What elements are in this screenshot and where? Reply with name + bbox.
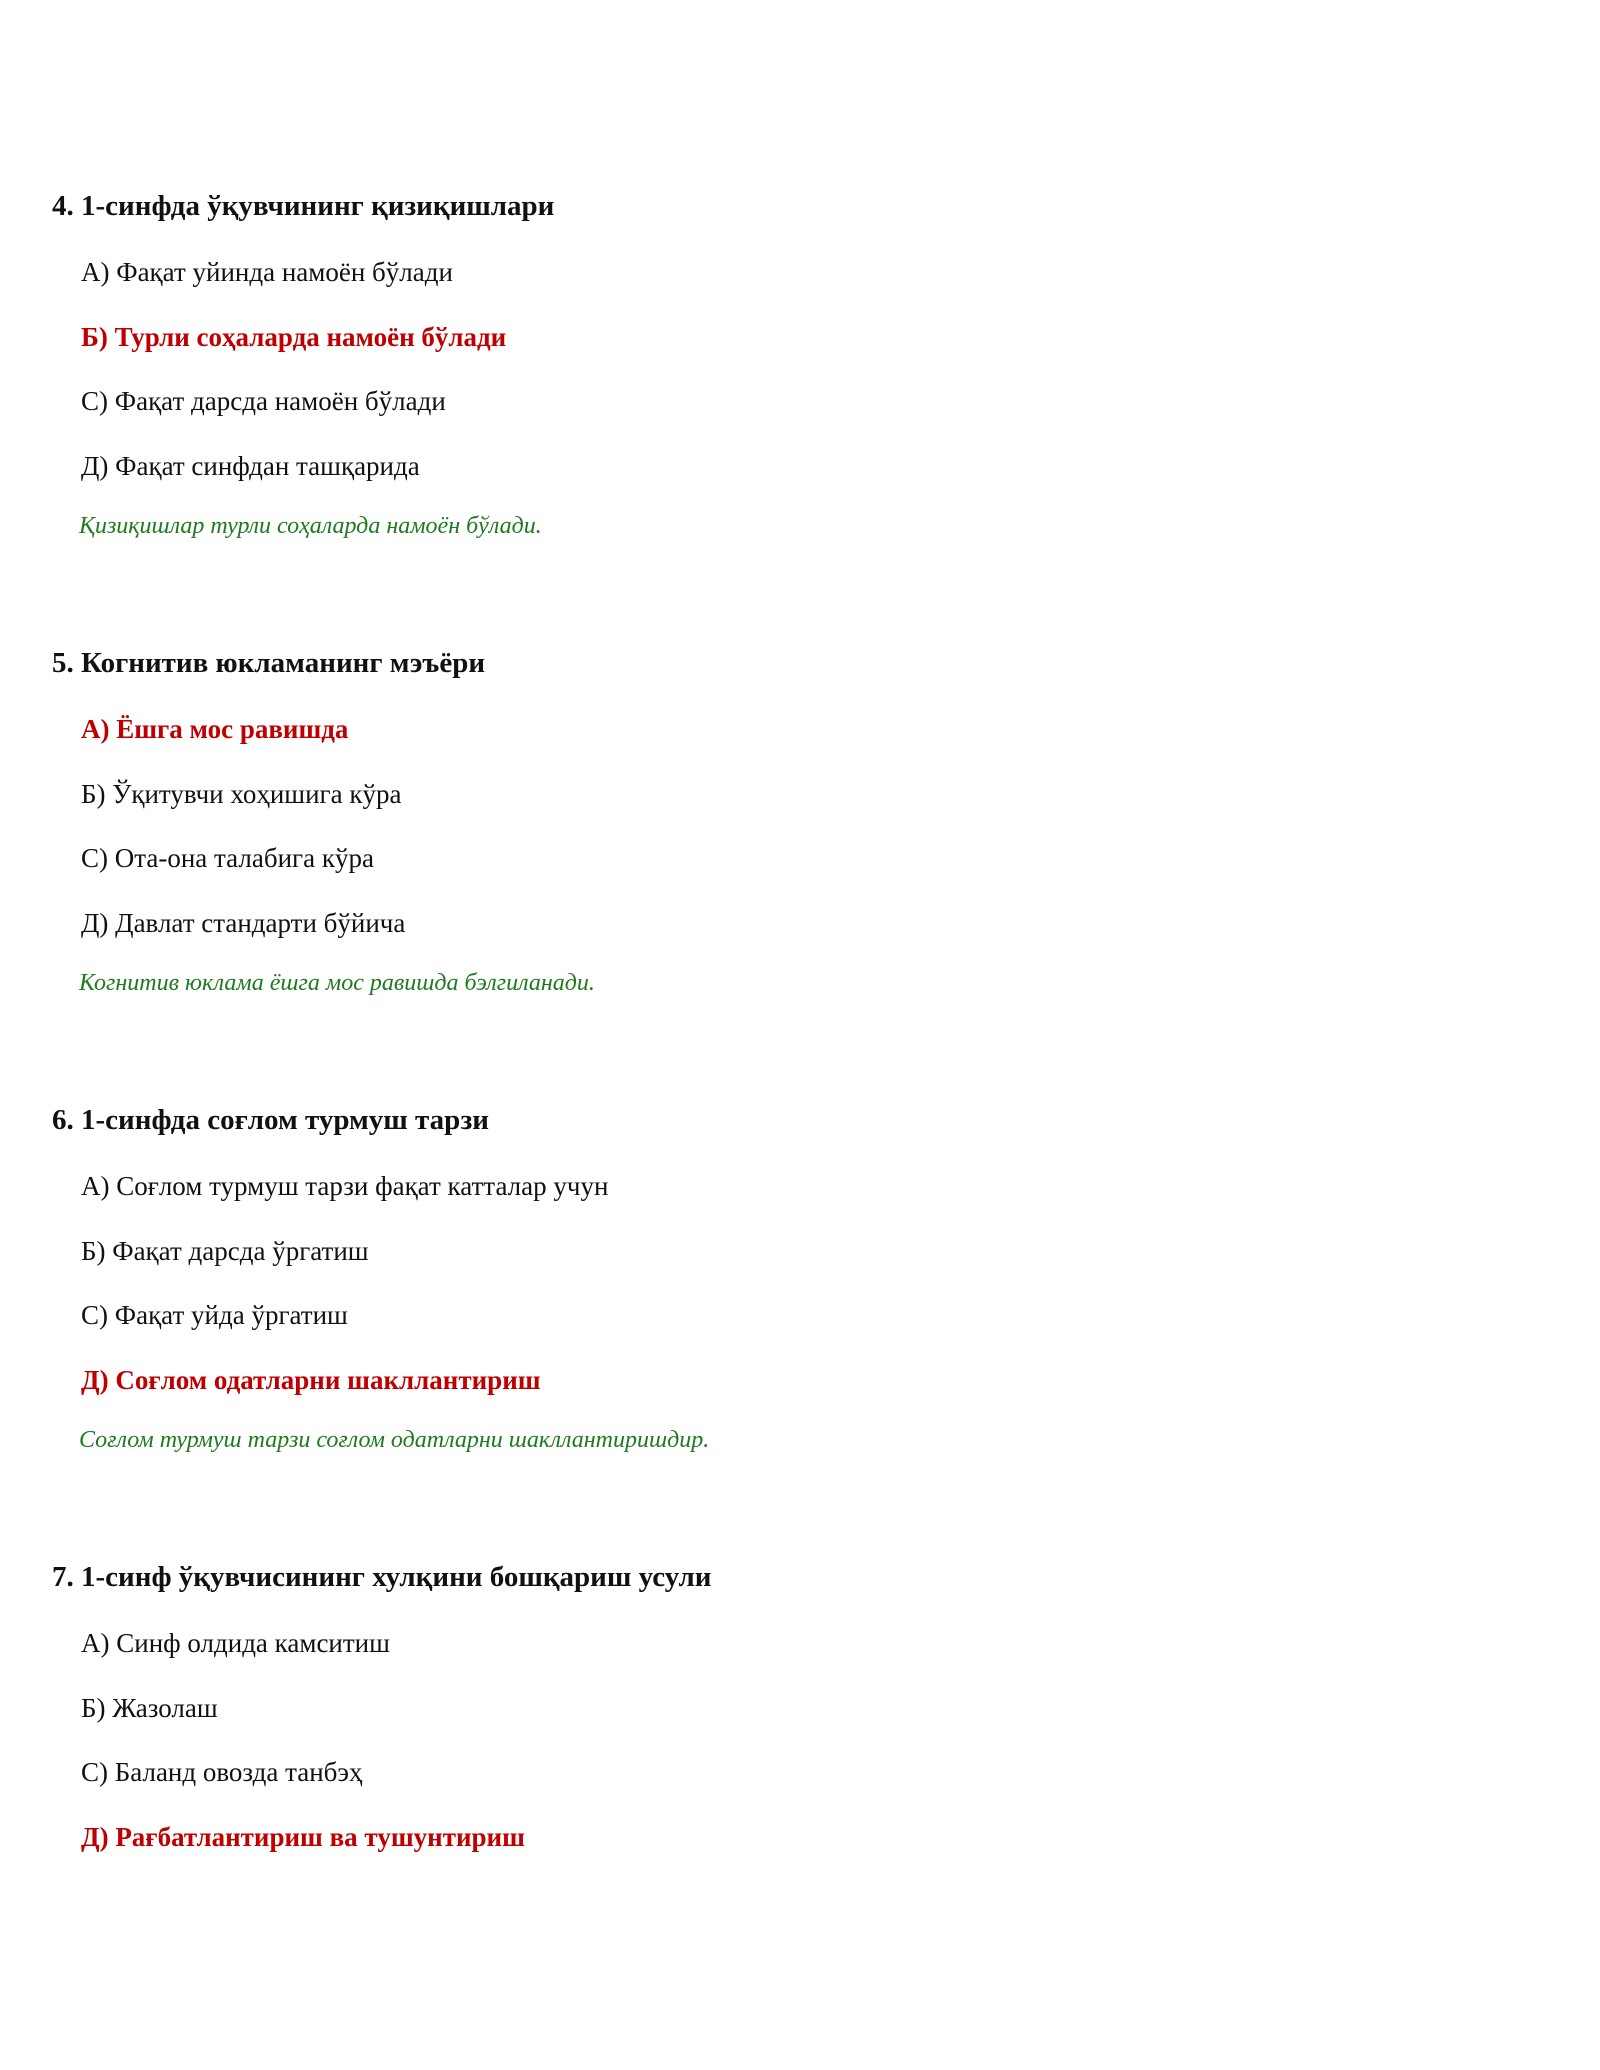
option-d: Д) Соғлом одатларни шакллантириш: [81, 1365, 541, 1395]
answer-explanation: Когнитив юклама ёшга мос равишда бэлгиланади.: [79, 970, 595, 996]
answer-explanation: Қизиқишлар турли соҳаларда намоён бўлади.: [79, 513, 542, 539]
option-a: А) Фақат уйинда намоён бўлади: [81, 257, 453, 287]
question-title: 6. 1-синфда соғлом турмуш тарзи: [52, 1104, 489, 1136]
option-a: А) Соғлом турмуш тарзи фақат катталар учун: [81, 1171, 609, 1201]
option-b: Б) Турли соҳаларда намоён бўлади: [81, 322, 507, 352]
question-title: 7. 1-синф ўқувчисининг хулқини бошқариш усули: [52, 1561, 712, 1593]
option-c: С) Фақат дарсда намоён бўлади: [81, 386, 446, 416]
option-a: А) Синф олдида камситиш: [81, 1628, 390, 1658]
option-d: Д) Рағбатлантириш ва тушунтириш: [81, 1822, 525, 1852]
question-title: 5. Когнитив юкламанинг мэъёри: [52, 647, 486, 679]
option-a: А) Ёшга мос равишда: [81, 714, 349, 744]
option-b: Б) Жазолаш: [81, 1693, 218, 1723]
option-c: С) Фақат уйда ўргатиш: [81, 1300, 348, 1330]
option-c: С) Ота-она талабига кўра: [81, 843, 374, 873]
option-b: Б) Ўқитувчи хоҳишига кўра: [81, 779, 402, 809]
option-d: Д) Давлат стандарти бўйича: [81, 908, 406, 938]
option-c: С) Баланд овозда танбэҳ: [81, 1757, 363, 1787]
answer-explanation: Соғлом турмуш тарзи соғлом одатларни шакллантиришдир.: [79, 1427, 710, 1453]
option-d: Д) Фақат синфдан ташқарида: [81, 451, 420, 481]
option-b: Б) Фақат дарсда ўргатиш: [81, 1236, 369, 1266]
question-title: 4. 1-синфда ўқувчининг қизиқишлари: [52, 190, 555, 222]
